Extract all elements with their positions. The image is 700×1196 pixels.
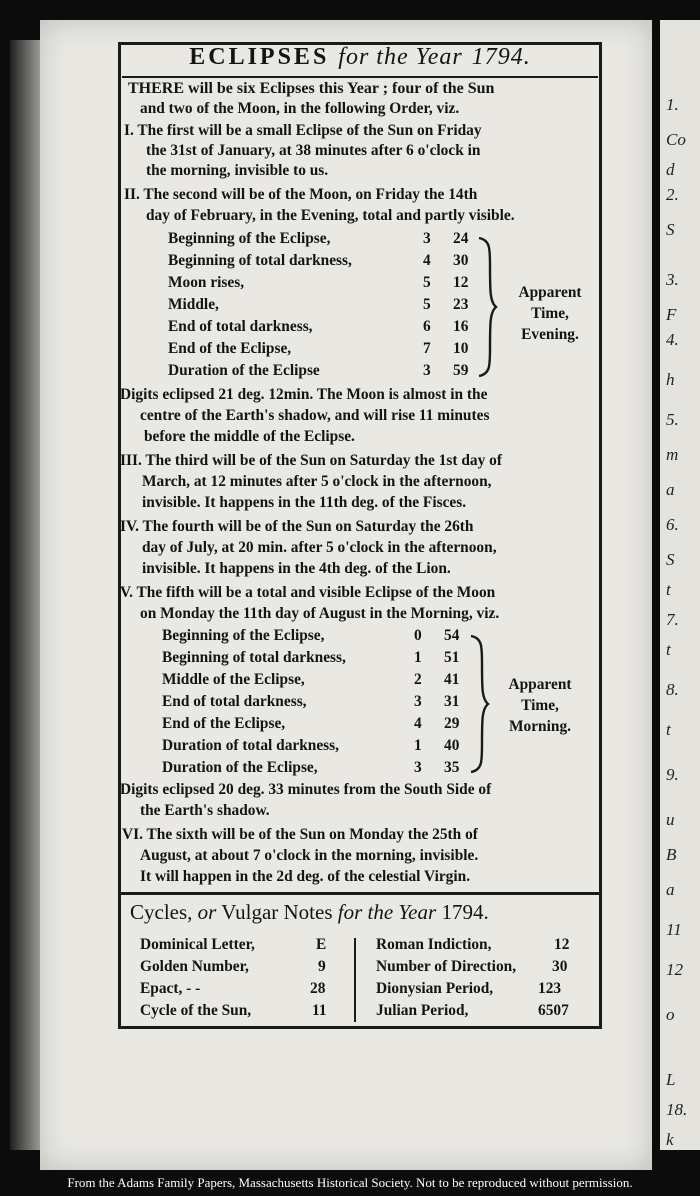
table-row-minute: 24	[453, 230, 469, 247]
cycle-value: 12	[554, 936, 570, 953]
apparent-time-evening	[500, 282, 600, 345]
table-row-hour: 4	[414, 715, 422, 732]
cycle-value: E	[316, 936, 327, 953]
title-rule	[122, 76, 598, 78]
table-row-label: Duration of total darkness,	[162, 737, 339, 754]
table-row-label: Duration of the Eclipse	[168, 362, 320, 379]
table-row-label: Beginning of total darkness,	[168, 252, 352, 269]
eclipse-one-line: I. The first will be a small Eclipse of the Sun on Friday	[124, 122, 482, 139]
book-binding-edge	[10, 40, 40, 1150]
table-row-hour: 3	[423, 362, 431, 379]
table-row-minute: 41	[444, 671, 460, 688]
table-row-minute: 31	[444, 693, 460, 710]
table-row-label: End of total darkness,	[168, 318, 313, 335]
cycle-value: 30	[552, 958, 568, 975]
page-title	[118, 44, 602, 71]
digits-two-line: before the middle of the Eclipse.	[144, 428, 355, 445]
digits-five-line: Digits eclipsed 20 deg. 33 minutes from the South Side of	[120, 781, 492, 798]
brace-icon	[476, 236, 498, 378]
table-row-hour: 6	[423, 318, 431, 335]
eclipse-six-line: VI. The sixth will be of the Sun on Monday the 25th of	[122, 826, 478, 843]
table-row-hour: 1	[414, 649, 422, 666]
eclipse-two-line: II. The second will be of the Moon, on Friday the 14th	[124, 186, 478, 203]
cycle-value: 28	[310, 980, 326, 997]
table-row-label: End of the Eclipse,	[168, 340, 292, 357]
cycle-value: 9	[318, 958, 326, 975]
table-row-minute: 30	[453, 252, 469, 269]
eclipse-three-line: invisible. It happens in the 11th deg. of the Fisces.	[142, 494, 467, 511]
cycles-title-for-the-year: for the Year	[337, 900, 437, 924]
table-row-minute: 35	[444, 759, 460, 776]
digits-two-line: centre of the Earth's shadow, and will rise 11 minutes	[140, 407, 490, 424]
side-label: Apparent	[508, 676, 572, 693]
facing-page-handwriting: 1. Co d 2. S 3. F 4. h 5. m a 6. S t 7. t 8. t 9. u B a 11 12 o L 18. k	[660, 20, 700, 1150]
cycle-value: 11	[312, 1002, 327, 1019]
cycles-title	[130, 900, 489, 925]
title-for-the-year: for the Year	[338, 44, 463, 70]
title-year: 1794.	[471, 44, 531, 70]
digits-five-line: the Earth's shadow.	[140, 802, 270, 819]
intro-line: and two of the Moon, in the following Order, viz.	[140, 100, 460, 117]
side-label: Evening.	[521, 326, 579, 343]
table-row-label: Duration of the Eclipse,	[162, 759, 318, 776]
cycle-label: Epact, - -	[140, 980, 201, 997]
table-row-label: Middle,	[168, 296, 219, 313]
cycle-value: 123	[538, 980, 562, 997]
cycle-label: Cycle of the Sun,	[140, 1002, 252, 1019]
eclipse-one-line: the 31st of January, at 38 minutes after 6 o'clock in	[146, 142, 481, 159]
table-row-label: End of total darkness,	[162, 693, 307, 710]
cycles-title-year: 1794.	[441, 900, 489, 924]
table-row-minute: 12	[453, 274, 469, 291]
side-label: Morning.	[509, 718, 571, 735]
table-row-hour: 4	[423, 252, 431, 269]
table-row-hour: 3	[414, 759, 422, 776]
eclipse-four-line: day of July, at 20 min. after 5 o'clock in the afternoon,	[142, 539, 497, 556]
table-row-minute: 40	[444, 737, 460, 754]
cycle-label: Julian Period,	[376, 1002, 469, 1019]
table-row-hour: 5	[423, 274, 431, 291]
table-row-hour: 1	[414, 737, 422, 754]
eclipse-six-line: August, at about 7 o'clock in the morning, invisible.	[140, 847, 479, 864]
apparent-time-morning	[490, 674, 590, 737]
cycle-value: 6507	[538, 1002, 569, 1019]
table-row-minute: 29	[444, 715, 460, 732]
table-row-minute: 16	[453, 318, 469, 335]
cycles-divider	[354, 938, 356, 1022]
eclipse-three-line: III. The third will be of the Sun on Saturday the 1st day of	[120, 452, 502, 469]
title-text: ECLIPSES	[189, 44, 330, 70]
digits-two-line: Digits eclipsed 21 deg. 12min. The Moon is almost in the	[120, 386, 488, 403]
table-row-label: Beginning of the Eclipse,	[162, 627, 325, 644]
table-row-label: Beginning of the Eclipse,	[168, 230, 331, 247]
cycles-title-vulgar-notes: Vulgar Notes	[221, 900, 333, 924]
table-row-hour: 3	[414, 693, 422, 710]
cycles-title-or: or	[197, 900, 217, 924]
eclipse-three-line: March, at 12 minutes after 5 o'clock in the afternoon,	[142, 473, 492, 490]
cycle-label: Dominical Letter,	[140, 936, 255, 953]
eclipse-four-line: invisible. It happens in the 4th deg. of the Lion.	[142, 560, 451, 577]
table-row-hour: 5	[423, 296, 431, 313]
table-row-minute: 51	[444, 649, 460, 666]
side-label: Time,	[521, 697, 559, 714]
eclipse-five-line: V. The fifth will be a total and visible Eclipse of the Moon	[120, 584, 496, 601]
table-row-label: Moon rises,	[168, 274, 245, 291]
cycle-label: Dionysian Period,	[376, 980, 494, 997]
section-rule	[118, 892, 602, 895]
table-row-minute: 23	[453, 296, 469, 313]
table-row-minute: 59	[453, 362, 469, 379]
eclipse-one-line: the morning, invisible to us.	[146, 162, 329, 179]
table-row-hour: 0	[414, 627, 422, 644]
table-row-label: Beginning of total darkness,	[162, 649, 346, 666]
side-label: Time,	[531, 305, 569, 322]
intro-line: THERE will be six Eclipses this Year ; four of the Sun	[128, 80, 495, 97]
table-row-hour: 3	[423, 230, 431, 247]
cycle-label: Roman Indiction,	[376, 936, 492, 953]
table-row-label: Middle of the Eclipse,	[162, 671, 305, 688]
brace-icon	[468, 634, 490, 774]
table-row-label: End of the Eclipse,	[162, 715, 286, 732]
table-row-hour: 2	[414, 671, 422, 688]
eclipse-four-line: IV. The fourth will be of the Sun on Saturday the 26th	[120, 518, 474, 535]
copyright-footer: From the Adams Family Papers, Massachusetts Historical Society. Not to be reproduced without permission.	[67, 1175, 633, 1190]
eclipse-two-line: day of February, in the Evening, total and partly visible.	[146, 207, 515, 224]
cycle-label: Golden Number,	[140, 958, 249, 975]
table-row-minute: 54	[444, 627, 460, 644]
side-label: Apparent	[518, 284, 582, 301]
eclipse-five-line: on Monday the 11th day of August in the Morning, viz.	[140, 605, 500, 622]
table-row-minute: 10	[453, 340, 469, 357]
table-row-hour: 7	[423, 340, 431, 357]
eclipse-six-line: It will happen in the 2d deg. of the celestial Virgin.	[140, 868, 471, 885]
cycle-label: Number of Direction,	[376, 958, 517, 975]
cycles-title-word: Cycles,	[130, 900, 193, 924]
